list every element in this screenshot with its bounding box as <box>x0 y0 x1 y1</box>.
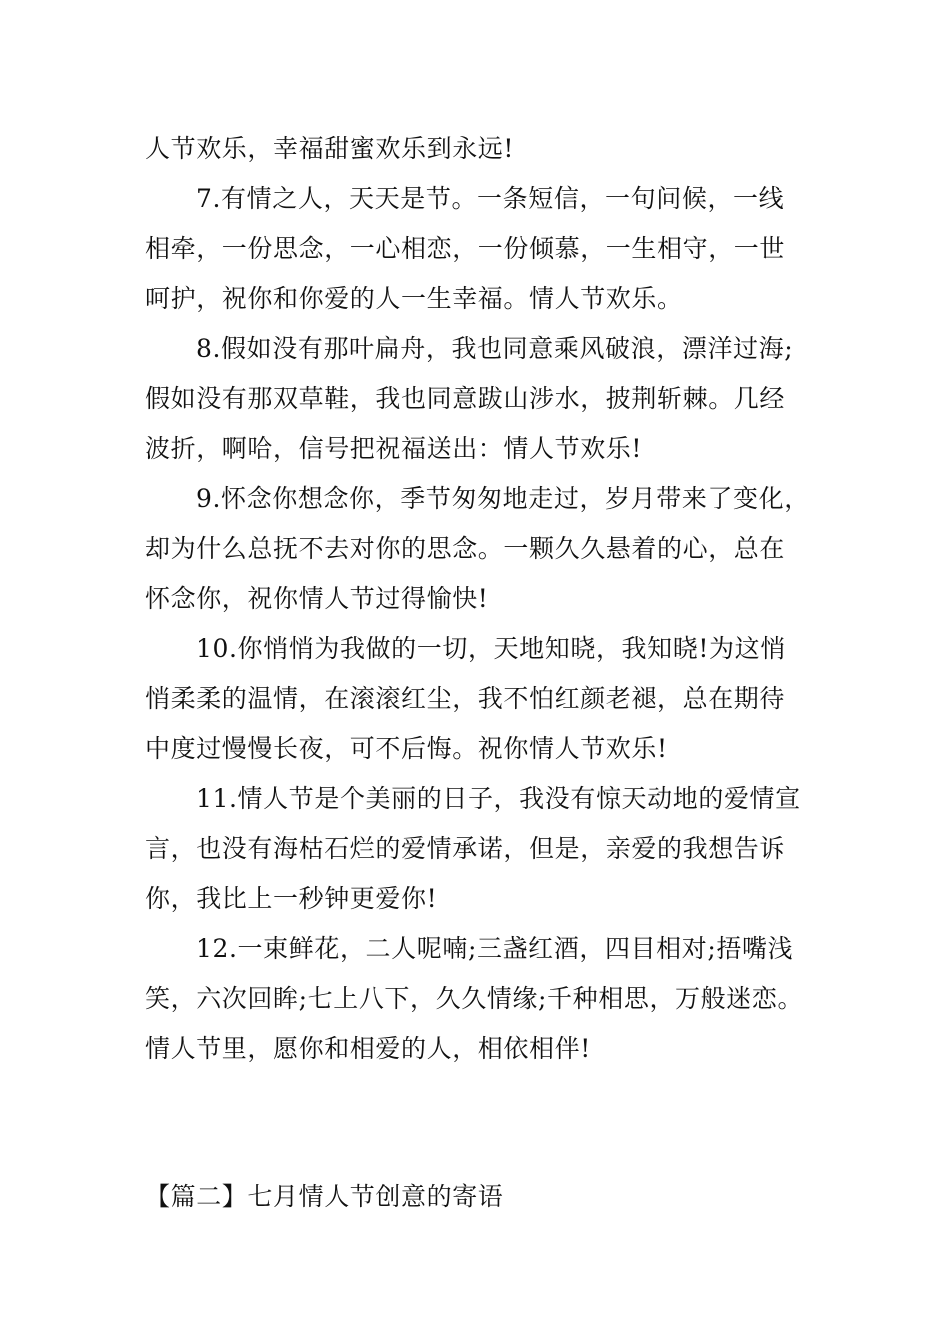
paragraph-line: 言，也没有海枯石烂的爱情承诺，但是，亲爱的我想告诉 <box>145 834 786 863</box>
paragraph-line: 你，我比上一秒钟更爱你! <box>145 884 438 913</box>
paragraph-line: 中度过慢慢长夜，可不后悔。祝你情人节欢乐! <box>145 734 668 763</box>
paragraph-line: 相牵，一份思念，一心相恋，一份倾慕，一生相守，一世 <box>145 234 786 263</box>
paragraph-line: 9.怀念你想念你，季节匆匆地走过，岁月带来了变化， <box>196 484 810 513</box>
paragraph-line: 7.有情之人，天天是节。一条短信，一句问候，一线 <box>196 184 785 213</box>
paragraph-line: 人节欢乐，幸福甜蜜欢乐到永远! <box>145 134 515 163</box>
paragraph-line: 笑，六次回眸;七上八下，久久情缘;千种相思，万般迷恋。 <box>145 984 804 1013</box>
paragraph-line: 情人节里，愿你和相爱的人，相依相伴! <box>145 1034 591 1063</box>
paragraph-line: 波折，啊哈，信号把祝福送出：情人节欢乐! <box>145 434 643 463</box>
paragraph-line: 10.你悄悄为我做的一切，天地知晓，我知晓!为这悄 <box>196 634 786 663</box>
paragraph-line: 却为什么总抚不去对你的思念。一颗久久悬着的心，总在 <box>145 534 786 563</box>
paragraph-line: 呵护，祝你和你爱的人一生幸福。情人节欢乐。 <box>145 284 683 313</box>
paragraph-line: 悄柔柔的温情，在滚滚红尘，我不怕红颜老褪，总在期待 <box>145 684 786 713</box>
section-title: 【篇二】七月情人节创意的寄语 <box>145 1182 504 1211</box>
paragraph-line: 12.一束鲜花，二人呢喃;三盏红酒，四目相对;捂嘴浅 <box>196 934 794 963</box>
paragraph-line: 假如没有那双草鞋，我也同意跋山涉水，披荆斩棘。几经 <box>145 384 786 413</box>
paragraph-line: 8.假如没有那叶扁舟，我也同意乘风破浪，漂洋过海; <box>196 334 794 363</box>
paragraph-line: 怀念你，祝你情人节过得愉快! <box>145 584 489 613</box>
paragraph-line: 11.情人节是个美丽的日子，我没有惊天动地的爱情宣 <box>196 784 801 813</box>
